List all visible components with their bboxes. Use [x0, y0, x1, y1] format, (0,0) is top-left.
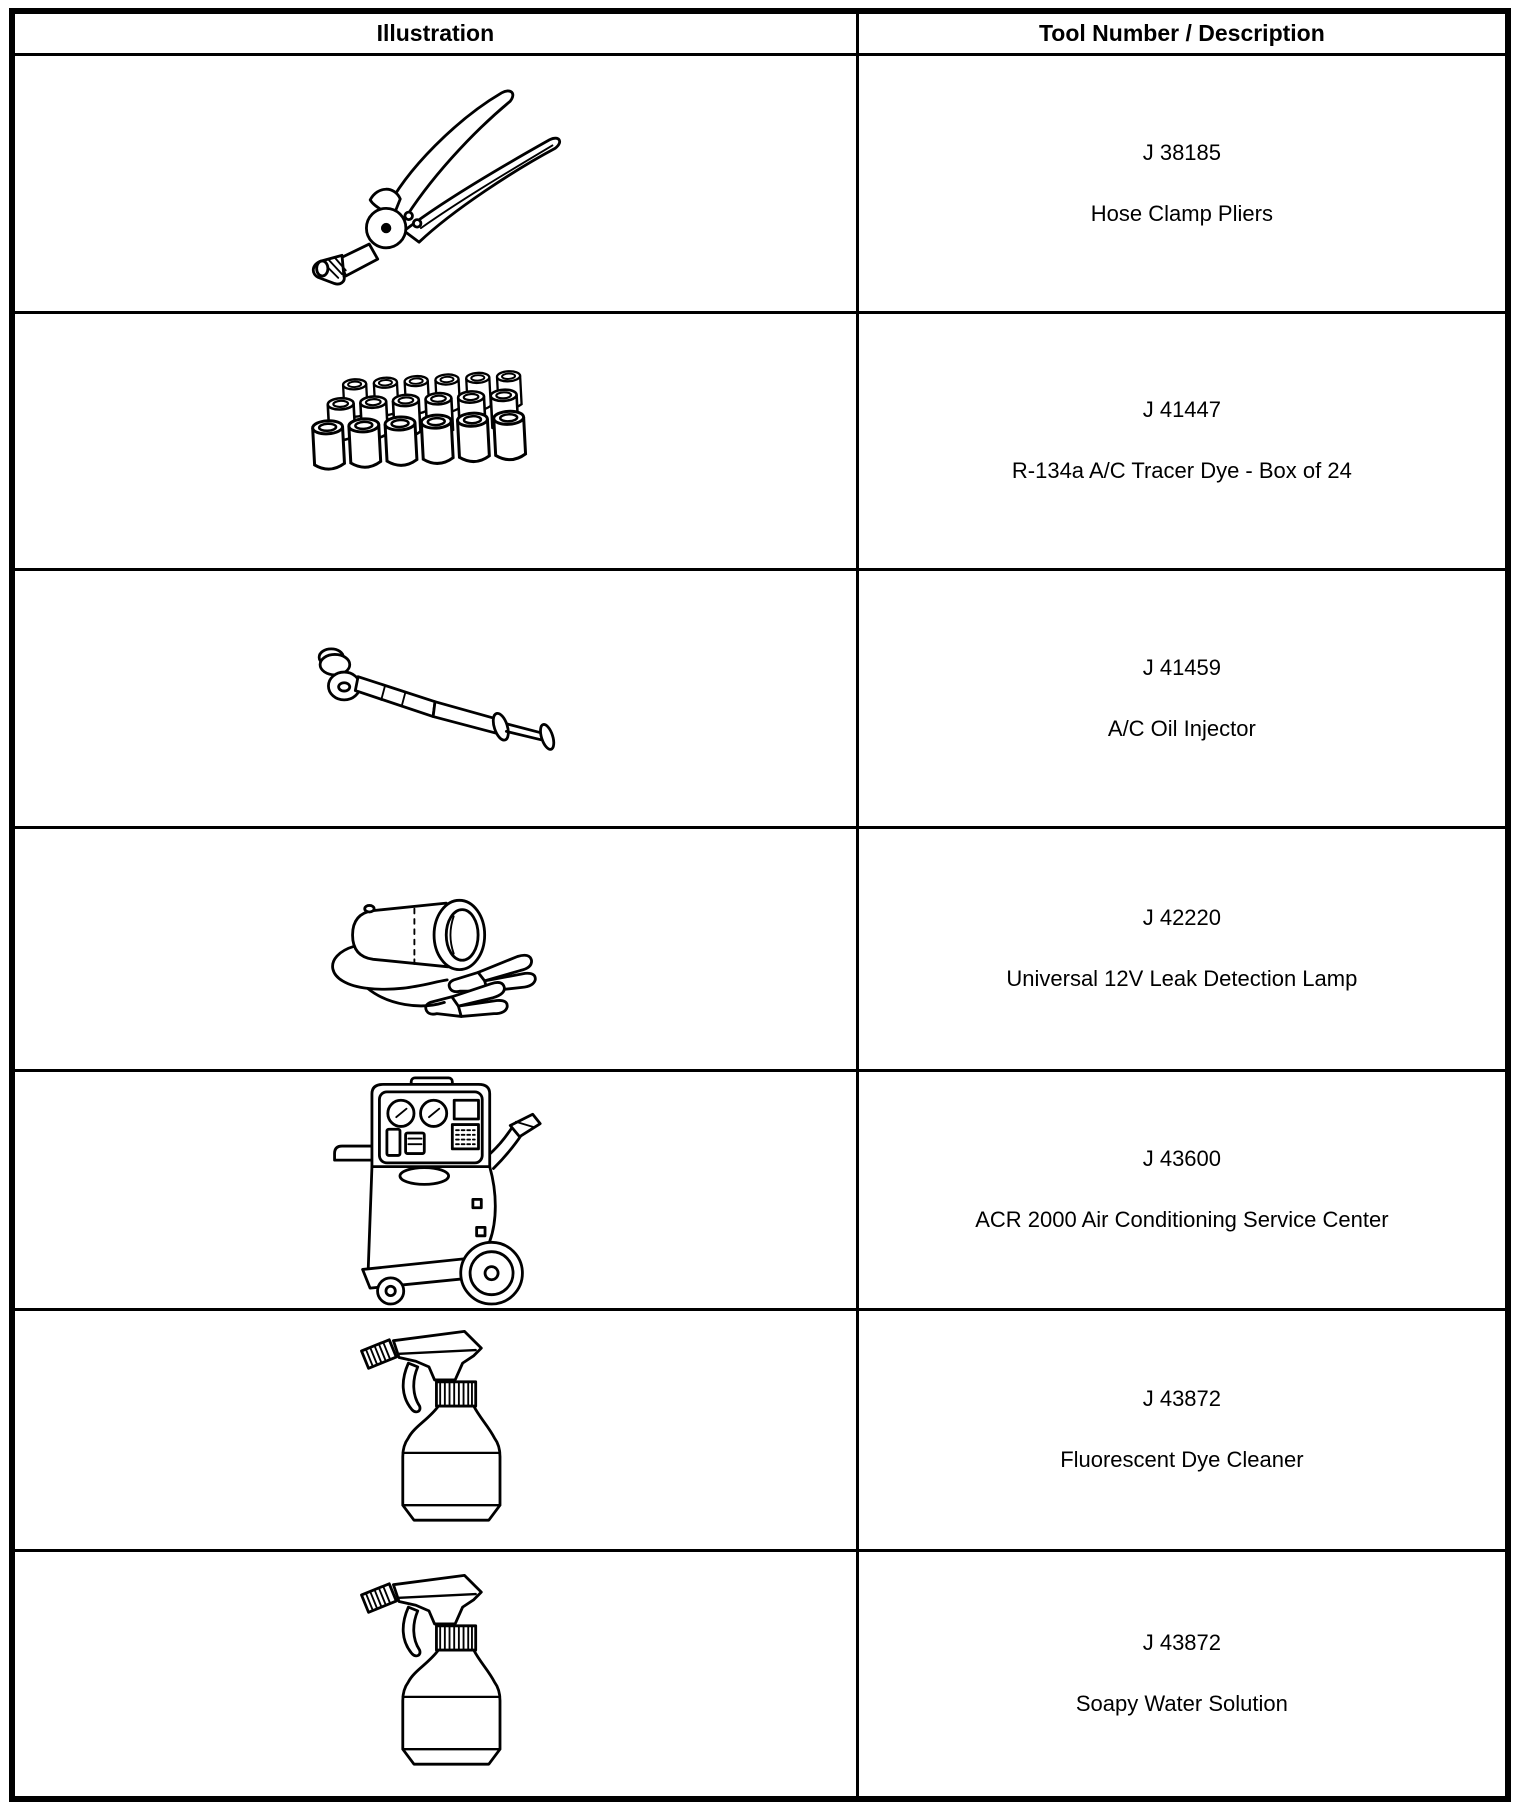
special-tools-table — [9, 8, 1511, 1802]
ac-oil-injector-illustration — [296, 633, 574, 763]
leak-detection-lamp-illustration — [294, 860, 576, 1038]
table-row — [12, 1309, 1508, 1550]
tool-number: J 43872 — [1142, 1386, 1222, 1411]
tool-description: Fluorescent Dye Cleaner — [1060, 1447, 1304, 1472]
column-header-tool: Tool Number / Description — [857, 11, 1508, 54]
table-row — [12, 1070, 1508, 1309]
tool-description: ACR 2000 Air Conditioning Service Center — [975, 1207, 1389, 1232]
table-row — [12, 827, 1508, 1070]
hose-clamp-pliers-illustration — [280, 74, 590, 292]
spray-bottle-illustration — [356, 1566, 515, 1781]
tool-description: Hose Clamp Pliers — [1090, 200, 1273, 226]
spray-bottle-illustration — [356, 1322, 515, 1537]
tool-description: R-134a A/C Tracer Dye - Box of 24 — [1011, 458, 1352, 483]
tool-number: J 43872 — [1142, 1630, 1222, 1656]
table-row — [12, 569, 1508, 827]
acr-2000-service-center-illustration — [314, 1073, 557, 1307]
tool-description: A/C Oil Injector — [1107, 715, 1256, 741]
tool-number: J 41459 — [1142, 654, 1222, 680]
tracer-dye-box-illustration — [299, 363, 571, 519]
table-row — [12, 54, 1508, 312]
tool-number: J 43600 — [1142, 1146, 1222, 1171]
tool-description: Soapy Water Solution — [1075, 1691, 1288, 1717]
column-header-illustration: Illustration — [12, 11, 857, 54]
table-header-row — [12, 11, 1508, 54]
tool-description: Universal 12V Leak Detection Lamp — [1006, 966, 1358, 991]
tool-number: J 38185 — [1142, 139, 1222, 165]
table-row — [12, 1550, 1508, 1799]
tool-number: J 42220 — [1142, 905, 1222, 930]
table-row — [12, 312, 1508, 569]
tool-number: J 41447 — [1142, 397, 1222, 422]
